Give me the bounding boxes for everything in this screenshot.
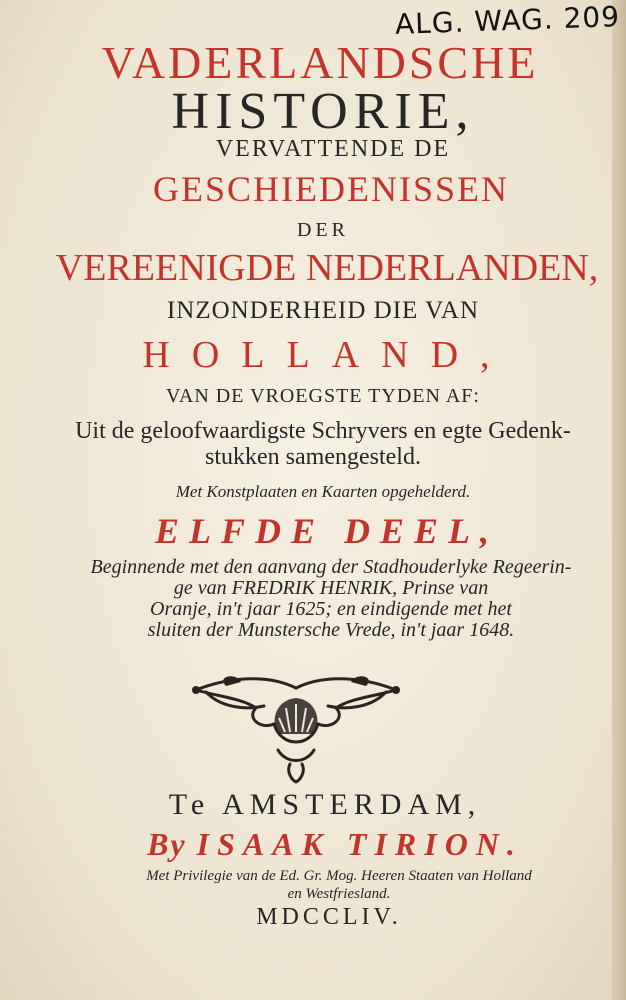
title-line-4: GESCHIEDENISSEN [152, 169, 509, 209]
privilege-line-1: Met Privilegie van de Ed. Gr. Mog. Heeren Staaten van Holland [146, 868, 532, 884]
title-line-2: HISTORIE, [171, 83, 475, 140]
subtitle-line-2: stukken samengesteld. [205, 444, 421, 470]
printers-ornament-icon [186, 668, 406, 788]
description-line-1: Beginnende met den aanvang der Stadhouderlyke Regeerin- [90, 556, 572, 578]
description-line-2: ge van FREDRIK HENRIK, Prinse van [173, 577, 489, 599]
title-line-3: VERVATTENDE DE [215, 136, 451, 162]
title-line-9: VAN DE VROEGSTE TYDEN AF: [166, 385, 480, 407]
title-line-1: VADERLANDSCHE [101, 37, 539, 88]
title-line-8: HOLLAND, [142, 334, 512, 376]
title-line-5: DER [297, 219, 349, 241]
volume-number: ELFDE DEEL, [154, 511, 500, 551]
imprint-year: MDCCLIV. [256, 904, 402, 930]
title-line-7: INZONDERHEID DIE VAN [166, 297, 480, 324]
subtitle-line-1: Uit de geloofwaardigste Schryvers en egte Gedenk- [75, 418, 571, 444]
description-line-3: Oranje, in't jaar 1625; en eindigende met het [150, 598, 512, 620]
imprint-by: By [147, 826, 187, 862]
description-line-4: sluiten der Munstersche Vrede, in't jaar 1648. [147, 619, 515, 641]
imprint-publisher-line [22, 826, 626, 863]
privilege-line-2: en Westfriesland. [287, 886, 391, 902]
shelfmark: ALG. WAG. 209 [394, 0, 621, 41]
illustrations-note: Met Konstplaaten en Kaarten opgehelderd. [175, 482, 471, 501]
imprint-publisher: ISAAK TIRION. [196, 826, 523, 862]
title-line-6: VEREENIGDE NEDERLANDEN, [55, 247, 599, 289]
imprint-place: Te AMSTERDAM, [168, 788, 482, 821]
